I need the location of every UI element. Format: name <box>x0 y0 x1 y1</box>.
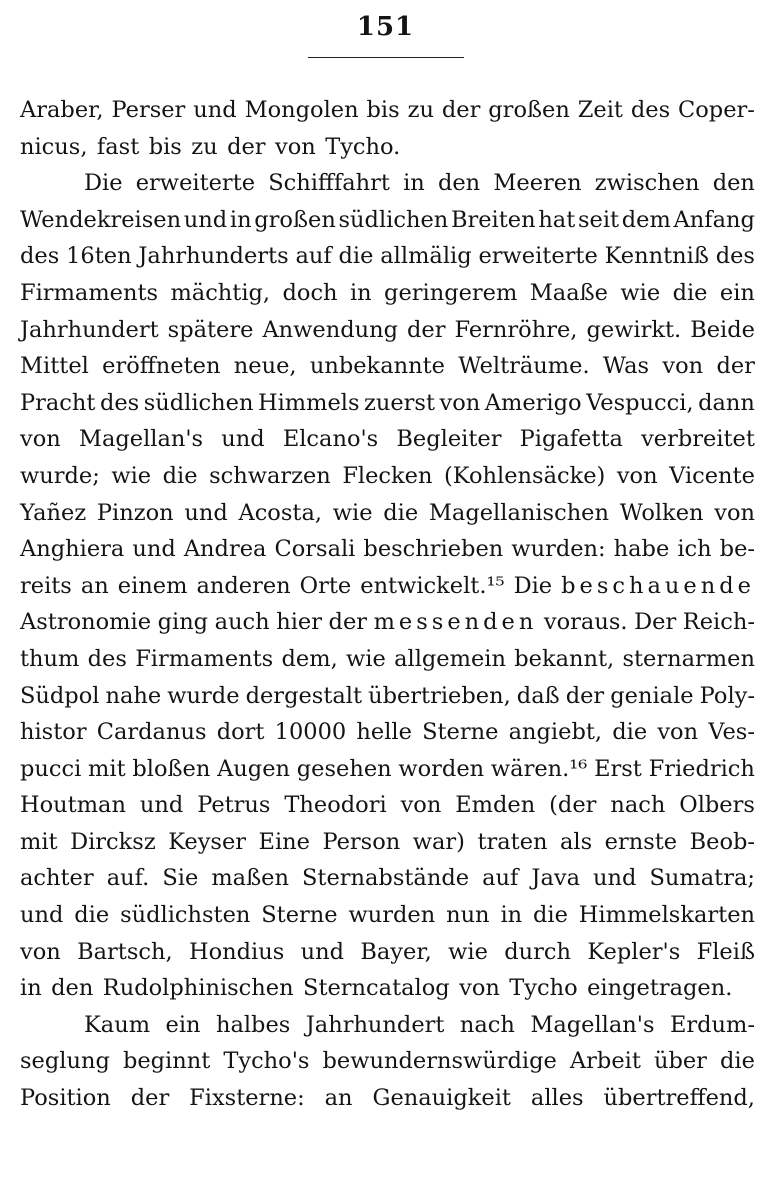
word: schwarzen <box>209 462 331 489</box>
word: von <box>275 133 316 160</box>
word: in <box>20 975 42 1002</box>
word: des <box>630 97 671 123</box>
word: des <box>20 243 60 270</box>
text-line <box>20 678 755 715</box>
word: der <box>407 316 446 343</box>
word: bis <box>366 97 400 123</box>
text-line <box>20 202 755 239</box>
word: ernste <box>604 828 678 855</box>
text-line <box>20 92 755 129</box>
word: zu <box>191 133 218 160</box>
word: Himmelskarten <box>578 902 755 929</box>
word: ein <box>165 1011 201 1038</box>
word: doch <box>282 279 338 306</box>
word: Sterne <box>422 719 499 746</box>
word: erweiterte <box>478 243 598 270</box>
text-line <box>20 421 755 458</box>
word: wie <box>620 279 661 306</box>
word: Breiten <box>450 206 536 233</box>
word: gesehen <box>296 755 392 782</box>
word: durch <box>504 938 571 965</box>
word: und <box>139 792 184 819</box>
word: Firmaments <box>135 645 274 672</box>
word: Coper- <box>678 97 755 123</box>
word: Ves- <box>708 719 755 746</box>
word: Maaße <box>529 279 608 306</box>
text-line <box>20 897 755 934</box>
word: helle <box>356 719 412 746</box>
word: dergestalt <box>245 682 363 709</box>
word: Beide <box>690 316 755 343</box>
word: und <box>183 206 228 233</box>
text-line <box>20 641 755 678</box>
word: Jahrhundert <box>20 316 159 343</box>
word: be- <box>719 536 755 563</box>
word: Position <box>20 1085 111 1112</box>
word: Jahrhunderts <box>138 243 289 270</box>
word: den <box>51 975 94 1002</box>
word: angiebt, <box>508 719 603 746</box>
word: der <box>716 353 755 380</box>
word: Zeit <box>577 97 623 123</box>
word: die <box>612 719 648 746</box>
word: anderen <box>196 572 291 599</box>
word: bloßen <box>132 755 211 782</box>
word: Beob- <box>689 828 755 855</box>
word: von <box>439 389 481 416</box>
word: histor <box>20 719 87 746</box>
word: (der <box>549 792 597 819</box>
word: Sterncatalog <box>303 975 450 1002</box>
word: allgemein <box>394 645 506 672</box>
word: sternarmen <box>622 645 755 672</box>
word: die <box>533 902 568 929</box>
word: Pigafetta <box>519 426 623 453</box>
word: Acosta, <box>238 499 323 526</box>
word: pucci <box>20 755 82 782</box>
word: Yañez <box>20 499 87 526</box>
word: Corsali <box>274 536 356 563</box>
word: Firmaments <box>20 279 159 306</box>
word: Sie <box>162 865 199 892</box>
word: Vicente <box>669 462 755 489</box>
word: Bayer, <box>360 938 432 965</box>
word: die <box>672 279 708 306</box>
word: Hondius <box>188 938 285 965</box>
word: hat <box>538 206 576 233</box>
word: Mongolen <box>244 97 359 123</box>
word: mit <box>88 755 126 782</box>
word: auch <box>214 609 270 636</box>
word: auf <box>295 243 332 270</box>
word: wurde <box>167 682 240 709</box>
text-line <box>20 787 755 824</box>
word: seglung <box>20 1048 110 1075</box>
word: an <box>80 572 109 599</box>
word: Erdum- <box>669 1011 755 1038</box>
word: und <box>593 865 637 892</box>
word: Wolken <box>619 499 704 526</box>
word: dem <box>621 206 671 233</box>
text-line <box>20 751 755 788</box>
word: 10000 <box>274 719 347 746</box>
word: nach <box>459 1011 515 1038</box>
word: in <box>500 902 523 929</box>
word: daß <box>516 682 560 709</box>
word: war) <box>412 828 465 855</box>
text-line <box>20 568 755 605</box>
word: Sumatra; <box>649 865 755 892</box>
word: nun <box>446 902 490 929</box>
word: Pinzon <box>96 499 174 526</box>
word: Der <box>634 609 677 636</box>
word: voraus. <box>543 609 628 636</box>
word: Tycho <box>509 975 578 1002</box>
word: einem <box>117 572 188 599</box>
text-line <box>20 824 755 861</box>
word: Was <box>602 353 650 380</box>
word: Eine <box>258 828 310 855</box>
header-rule <box>308 57 464 58</box>
word: eingetragen. <box>587 975 733 1002</box>
word: beschrieben <box>363 536 504 563</box>
text-line <box>20 714 755 751</box>
text-line <box>20 348 755 385</box>
word: dem, <box>281 645 338 672</box>
text-line <box>20 238 755 275</box>
word: Java <box>531 865 580 892</box>
word: wären.¹⁶ <box>490 755 588 782</box>
text-line <box>20 604 755 641</box>
word: der <box>130 1085 170 1112</box>
word: die <box>720 1048 755 1075</box>
word: Arbeit <box>569 1048 641 1075</box>
text-line <box>20 275 755 312</box>
word: Person <box>322 828 401 855</box>
word: Fernröhre, <box>454 316 578 343</box>
word: auf <box>482 865 519 892</box>
word: in <box>349 279 372 306</box>
word: als <box>559 828 593 855</box>
word: seit <box>577 206 620 233</box>
word: eröffneten <box>102 353 221 380</box>
word: Vespucci, <box>586 389 694 416</box>
word: Meeren <box>493 170 582 197</box>
word: Bartsch, <box>77 938 173 965</box>
word: und <box>193 97 237 123</box>
word: südlichen <box>143 389 254 416</box>
word: ein <box>719 279 755 306</box>
word: Fixsterne: <box>189 1085 305 1112</box>
word: Genauigkeit <box>372 1085 511 1112</box>
word: bekannt, <box>514 645 615 672</box>
word: und <box>132 536 176 563</box>
word: Die <box>513 572 553 599</box>
word: Schifffahrt <box>268 170 390 197</box>
word: an <box>324 1085 353 1112</box>
word: reits <box>20 572 72 599</box>
word: Poly- <box>699 682 755 709</box>
word: halbes <box>215 1011 291 1038</box>
word: von <box>20 938 61 965</box>
word: habe <box>613 536 670 563</box>
word: die <box>383 499 419 526</box>
word: Kaum <box>84 1011 151 1038</box>
word: maßen <box>211 865 289 892</box>
word: von <box>20 426 61 453</box>
word: Araber, <box>20 97 104 123</box>
word: Petrus <box>197 792 271 819</box>
body-text <box>20 92 755 1117</box>
word: entwickelt.¹⁵ <box>360 572 505 599</box>
word: thum <box>20 645 80 672</box>
text-line <box>20 860 755 897</box>
word: wie <box>332 499 373 526</box>
word: südlichen <box>338 206 449 233</box>
word: von <box>662 353 704 380</box>
word: 16ten <box>66 243 132 270</box>
text-line <box>20 1080 755 1117</box>
text-line <box>20 934 755 971</box>
word: Erst <box>594 755 642 782</box>
word: messenden <box>373 609 538 636</box>
word: neue, <box>233 353 297 380</box>
word: großen <box>254 206 336 233</box>
word: (Kohlensäcke) <box>444 462 606 489</box>
word: und <box>184 499 228 526</box>
word: Wendekreisen <box>20 206 182 233</box>
word: Kepler's <box>587 938 681 965</box>
word: Begleiter <box>396 426 502 453</box>
word: des <box>87 645 127 672</box>
word: wie <box>346 645 386 672</box>
word: ich <box>677 536 712 563</box>
text-line <box>20 495 755 532</box>
word: Magellanischen <box>428 499 609 526</box>
word: worden <box>398 755 485 782</box>
word: den <box>437 170 481 197</box>
word: von <box>657 719 699 746</box>
word: übertrieben, <box>368 682 511 709</box>
word: Rudolphinischen <box>102 975 294 1002</box>
word: Dircksz <box>70 828 156 855</box>
word: Olbers <box>679 792 755 819</box>
word: über <box>653 1048 707 1075</box>
word: von <box>616 462 658 489</box>
word: unbekannte <box>309 353 445 380</box>
word: zu <box>407 97 434 123</box>
word: der <box>328 609 368 636</box>
word: der <box>227 133 266 160</box>
word: verbreitet <box>641 426 755 453</box>
word: Die <box>84 170 123 197</box>
word: und <box>221 426 265 453</box>
word: beginnt <box>122 1048 211 1075</box>
word: alles <box>530 1085 584 1112</box>
word: von <box>400 792 442 819</box>
word: Anfang <box>673 206 755 233</box>
word: in <box>229 206 252 233</box>
word: Flecken <box>342 462 433 489</box>
word: ging <box>157 609 209 636</box>
word: Theodori <box>284 792 387 819</box>
word: traten <box>477 828 548 855</box>
word: der <box>565 682 605 709</box>
word: Reich- <box>682 609 755 636</box>
text-line <box>20 165 755 202</box>
word: den <box>712 170 755 197</box>
word: beschauende <box>561 572 755 599</box>
word: wurden <box>348 902 436 929</box>
word: südlichsten <box>120 902 251 929</box>
text-line <box>20 531 755 568</box>
word: Friedrich <box>648 755 755 782</box>
word: großen <box>488 97 570 123</box>
word: von <box>714 499 755 526</box>
word: auf. <box>106 865 150 892</box>
word: Elcano's <box>282 426 379 453</box>
word: dort <box>216 719 265 746</box>
word: Anghiera <box>20 536 125 563</box>
word: Orte <box>299 572 352 599</box>
word: wie <box>111 462 152 489</box>
word: allmälig <box>380 243 472 270</box>
word: Südpol <box>20 682 100 709</box>
word: Emden <box>455 792 536 819</box>
word: wie <box>448 938 488 965</box>
text-line <box>20 129 755 166</box>
word: geringerem <box>384 279 518 306</box>
word: gewirkt. <box>586 316 682 343</box>
word: wurden: <box>511 536 606 563</box>
word: Tycho's <box>223 1048 310 1075</box>
word: nicus, <box>20 133 88 160</box>
word: Astronomie <box>20 609 152 636</box>
text-line <box>20 1007 755 1044</box>
word: zuerst <box>364 389 436 416</box>
word: und <box>300 938 345 965</box>
word: Amerigo <box>484 389 582 416</box>
word: Tycho. <box>325 133 401 160</box>
word: erweiterte <box>135 170 256 197</box>
text-line <box>20 1043 755 1080</box>
word: die <box>162 462 198 489</box>
word: geniale <box>610 682 694 709</box>
word: Pracht <box>20 389 96 416</box>
word: fast <box>96 133 140 160</box>
page-number: 151 <box>356 12 415 42</box>
word: wurde; <box>20 462 100 489</box>
word: mit <box>20 828 58 855</box>
word: nach <box>610 792 666 819</box>
word: Mittel <box>20 353 89 380</box>
word: Fleiß <box>696 938 755 965</box>
word: übertreffend, <box>603 1085 755 1112</box>
word: achter <box>20 865 94 892</box>
word: Jahrhundert <box>305 1011 445 1038</box>
word: in <box>403 170 425 197</box>
word: Perser <box>111 97 186 123</box>
word: Kenntniß <box>604 243 709 270</box>
word: Houtman <box>20 792 126 819</box>
word: von <box>459 975 500 1002</box>
word: spätere <box>167 316 254 343</box>
word: zwischen <box>594 170 700 197</box>
text-line <box>20 458 755 495</box>
word: Augen <box>217 755 291 782</box>
word: mächtig, <box>170 279 271 306</box>
word: die <box>338 243 374 270</box>
word: des <box>99 389 140 416</box>
text-line <box>20 312 755 349</box>
word: Magellan's <box>530 1011 655 1038</box>
word: Himmels <box>257 389 360 416</box>
word: bis <box>148 133 182 160</box>
word: Cardanus <box>96 719 207 746</box>
word: Andrea <box>183 536 267 563</box>
word: Sterne <box>261 902 338 929</box>
word: und <box>20 902 64 929</box>
word: hier <box>276 609 322 636</box>
word: die <box>74 902 110 929</box>
word: Magellan's <box>78 426 204 453</box>
word: Welträume. <box>458 353 590 380</box>
text-line <box>20 385 755 422</box>
word: des <box>715 243 755 270</box>
word: nahe <box>105 682 162 709</box>
word: der <box>441 97 481 123</box>
text-line <box>20 970 755 1007</box>
word: Anwendung <box>262 316 399 343</box>
word: Sternabstände <box>302 865 470 892</box>
word: Keyser <box>168 828 247 855</box>
word: bewundernswürdige <box>322 1048 557 1075</box>
word: dann <box>698 389 755 416</box>
